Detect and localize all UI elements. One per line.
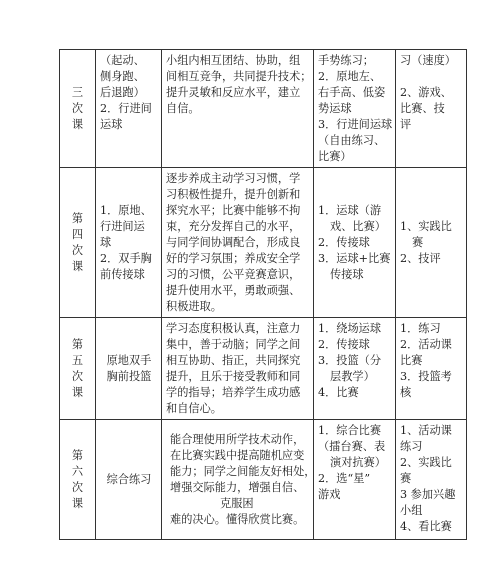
table-row bbox=[60, 50, 467, 168]
assessment-cell: 1、实践比 赛 2、技评 bbox=[396, 168, 467, 318]
assessment-cell: 1．练习 2．活动课 比赛 3．投篮考 核 bbox=[396, 318, 467, 420]
teaching-methods-cell: 1．绕场运球 2．传接球 3．投篮（分 层教学） 4．比赛 bbox=[314, 318, 396, 420]
assessment-cell: 习（速度） 2、游戏、 比赛、技 评 bbox=[396, 50, 467, 168]
teaching-goals-cell: 学习态度积极认真，注意力 集中，善于动脑；同学之间 相互协助、指正，共同探究 提升，且乐于接受教师和同 学的指导；培养学生成功感 和自信心。 bbox=[162, 318, 314, 420]
lesson-number-cell: 第 四 次 课 bbox=[60, 168, 96, 318]
teaching-methods-cell: 1．综合比赛 （擂台赛、表 演对抗赛） 2．选“星” 游戏 bbox=[314, 420, 396, 540]
teaching-methods-cell: 手势练习； 2．原地左、 右手高、低姿 势运球 3．行进间运球 （自由练习、 比赛） bbox=[314, 50, 396, 168]
table-row bbox=[60, 168, 467, 318]
teaching-goals-cell: 逐步养成主动学习习惯，学 习积极性提升，提升创新和 探究水平；比赛中能够不拘 束，充分发挥自己的水平， 与同学间协调配合，形成良 好的学习氛围；养成安全学 习的习惯，公平竞赛意识， 提升使用水平，勇敢顽强、 积极进取。 bbox=[162, 168, 314, 318]
lesson-number-cell: 三 次 课 bbox=[60, 50, 96, 168]
lesson-plan-table bbox=[59, 49, 467, 540]
lesson-number-cell: 第 五 次 课 bbox=[60, 318, 96, 420]
teaching-content-cell: 1．原地、 行进间运 球 2．双手胸 前传接球 bbox=[96, 168, 162, 318]
teaching-methods-cell: 1．运球（游 戏、比赛） 2．传接球 3．运球+比赛 传接球 bbox=[314, 168, 396, 318]
teaching-goals-cell: 小组内相互团结、协助，组 间相互竞争，共同提升技术； 提升灵敏和反应水平，建立 自信。 bbox=[162, 50, 314, 168]
assessment-cell: 1、活动课 练习 2、实践比 赛 3 参加兴趣 小组 4、看比赛 bbox=[396, 420, 467, 540]
teaching-goals-cell: 能合理使用所学技术动作， 在比赛实践中提高随机应变 能力；同学之间能友好相处， 增强交际能力，增强自信、 克服困 难的决心。懂得欣赏比赛。 bbox=[162, 420, 314, 540]
table-row bbox=[60, 420, 467, 540]
teaching-content-cell: 综合练习 bbox=[96, 420, 162, 540]
teaching-content-cell: 原地双手 胸前投篮 bbox=[96, 318, 162, 420]
lesson-number-cell: 第 六 次 课 bbox=[60, 420, 96, 540]
teaching-content-cell: （起动、 侧身跑、 后退跑） 2．行进间 运球 bbox=[96, 50, 162, 168]
table-row bbox=[60, 318, 467, 420]
